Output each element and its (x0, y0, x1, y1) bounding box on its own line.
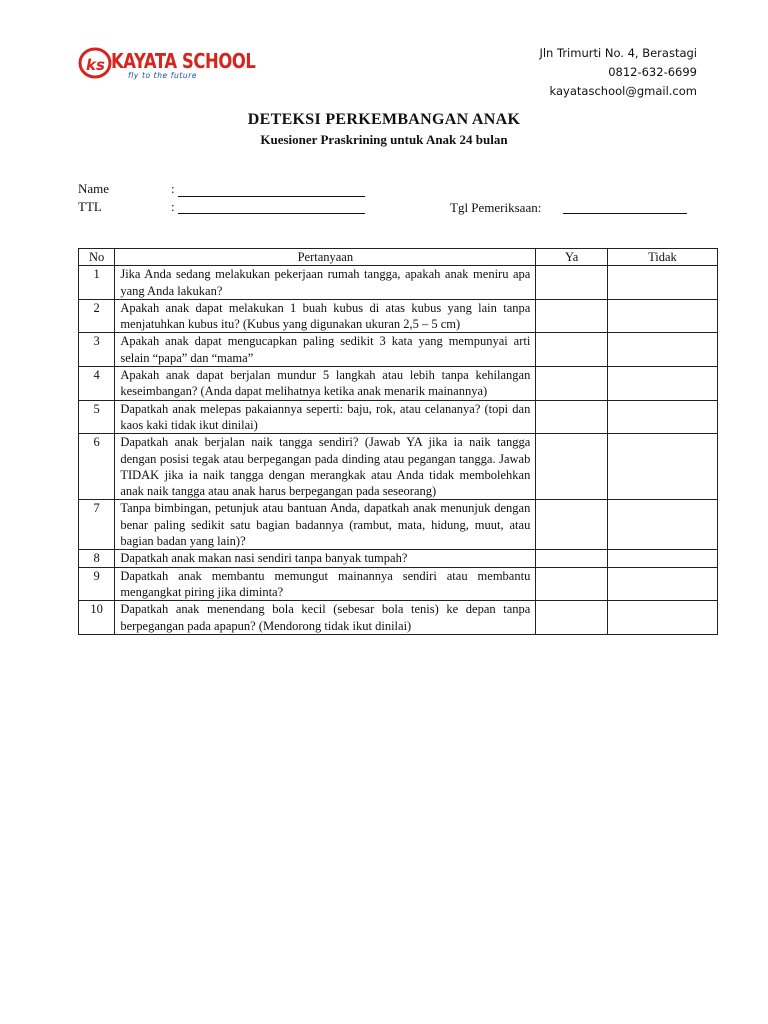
ttl-separator: : (171, 199, 175, 214)
table-row (79, 567, 718, 601)
table-row (79, 333, 718, 367)
question-text: Tanpa bimbingan, petunjuk atau bantuan Anda, dapatkah anak menunjuk dengan benar paling sedikit satu bagian badannya (rambut, mata, hidung, muut, atau bagian badan yang lain)? (115, 500, 536, 550)
row-number: 5 (79, 400, 115, 434)
table-row (79, 550, 718, 567)
answer-no-cell[interactable] (607, 500, 717, 550)
row-number: 1 (79, 266, 115, 300)
answer-yes-cell[interactable] (536, 500, 608, 550)
question-text: Dapatkah anak menendang bola kecil (sebesar bola tenis) ke depan tanpa berpegangan pada apapun? (Mendorong tidak ikut dinilai) (115, 601, 536, 635)
row-number: 7 (79, 500, 115, 550)
question-text: Apakah anak dapat berjalan mundur 5 langkah atau lebih tanpa kehilangan keseimbangan? (Anda dapat melihatnya ketika anak menarik mainannya) (115, 367, 536, 401)
row-number: 3 (79, 333, 115, 367)
table-row (79, 434, 718, 500)
answer-no-cell[interactable] (607, 601, 717, 635)
answer-no-cell[interactable] (607, 550, 717, 567)
ttl-field-line[interactable] (178, 213, 365, 214)
answer-no-cell[interactable] (607, 434, 717, 500)
answer-no-cell[interactable] (607, 266, 717, 300)
table-row (79, 266, 718, 300)
answer-yes-cell[interactable] (536, 434, 608, 500)
tgl-pemeriksaan-field-line[interactable] (563, 213, 687, 214)
answer-yes-cell[interactable] (536, 567, 608, 601)
table-row (79, 367, 718, 401)
table-header-row (79, 249, 718, 266)
svg-text:ks: ks (86, 56, 105, 74)
question-text: Dapatkah anak makan nasi sendiri tanpa banyak tumpah? (115, 550, 536, 567)
question-text: Dapatkah anak melepas pakaiannya seperti: baju, rok, atau celananya? (topi dan kaos kaki tidak ikut dinilai) (115, 400, 536, 434)
row-number: 10 (79, 601, 115, 635)
answer-no-cell[interactable] (607, 333, 717, 367)
contact-block (539, 44, 697, 101)
answer-yes-cell[interactable] (536, 333, 608, 367)
answer-yes-cell[interactable] (536, 299, 608, 333)
name-label: Name (78, 181, 110, 196)
question-text: Jika Anda sedang melakukan pekerjaan rumah tangga, apakah anak meniru apa yang Anda lakukan? (115, 266, 536, 300)
question-text: Dapatkah anak membantu memungut mainannya sendiri atau membantu mengangkat piring jika diminta? (115, 567, 536, 601)
table-row (79, 400, 718, 434)
name-field-line[interactable] (178, 196, 365, 197)
row-number: 2 (79, 299, 115, 333)
logo-name: KAYATA SCHOOL (111, 49, 256, 73)
row-number: 6 (79, 434, 115, 500)
header-yes: Ya (536, 249, 608, 266)
answer-no-cell[interactable] (607, 299, 717, 333)
ttl-label: TTL (78, 199, 102, 214)
header-no: No (79, 249, 115, 266)
question-text: Dapatkah anak berjalan naik tangga sendiri? (Jawab YA jika ia naik tangga dengan posisi tegak atau berpegangan pada dinding atau pegangan tangga. Jawab TIDAK jika ia naik tangga dengan merangkak atau Anda tidak membolehkan anak naik tangga atau anak harus berpegangan pada seseorang) (115, 434, 536, 500)
contact-address: Jln Trimurti No. 4, Berastagi (539, 46, 697, 60)
row-number: 8 (79, 550, 115, 567)
row-number: 9 (79, 567, 115, 601)
document-subtitle: Kuesioner Praskrining untuk Anak 24 bulan (260, 132, 508, 147)
answer-no-cell[interactable] (607, 400, 717, 434)
contact-phone: 0812-632-6699 (608, 65, 697, 79)
questionnaire-table (78, 248, 718, 635)
answer-yes-cell[interactable] (536, 400, 608, 434)
logo-tagline: fly to the future (128, 71, 198, 80)
row-number: 4 (79, 367, 115, 401)
logo-emblem-icon (78, 46, 112, 80)
name-separator: : (171, 181, 175, 196)
table-row (79, 500, 718, 550)
document-title: DETEKSI PERKEMBANGAN ANAK (247, 111, 521, 128)
answer-yes-cell[interactable] (536, 601, 608, 635)
answer-no-cell[interactable] (607, 367, 717, 401)
contact-email: kayataschool@gmail.com (549, 84, 697, 98)
answer-yes-cell[interactable] (536, 367, 608, 401)
header-no-answer: Tidak (607, 249, 717, 266)
question-text: Apakah anak dapat melakukan 1 buah kubus di atas kubus yang lain tanpa menjatuhkan kubus itu? (Kubus yang digunakan ukuran 2,5 – 5 cm) (115, 299, 536, 333)
table-row (79, 601, 718, 635)
answer-yes-cell[interactable] (536, 266, 608, 300)
question-text: Apakah anak dapat mengucapkan paling sedikit 3 kata yang mempunyai arti selain “papa” dan “mama” (115, 333, 536, 367)
school-logo (78, 46, 256, 86)
tgl-pemeriksaan-label: Tgl Pemeriksaan: (450, 200, 542, 215)
table-row (79, 299, 718, 333)
answer-no-cell[interactable] (607, 567, 717, 601)
answer-yes-cell[interactable] (536, 550, 608, 567)
header-question: Pertanyaan (115, 249, 536, 266)
